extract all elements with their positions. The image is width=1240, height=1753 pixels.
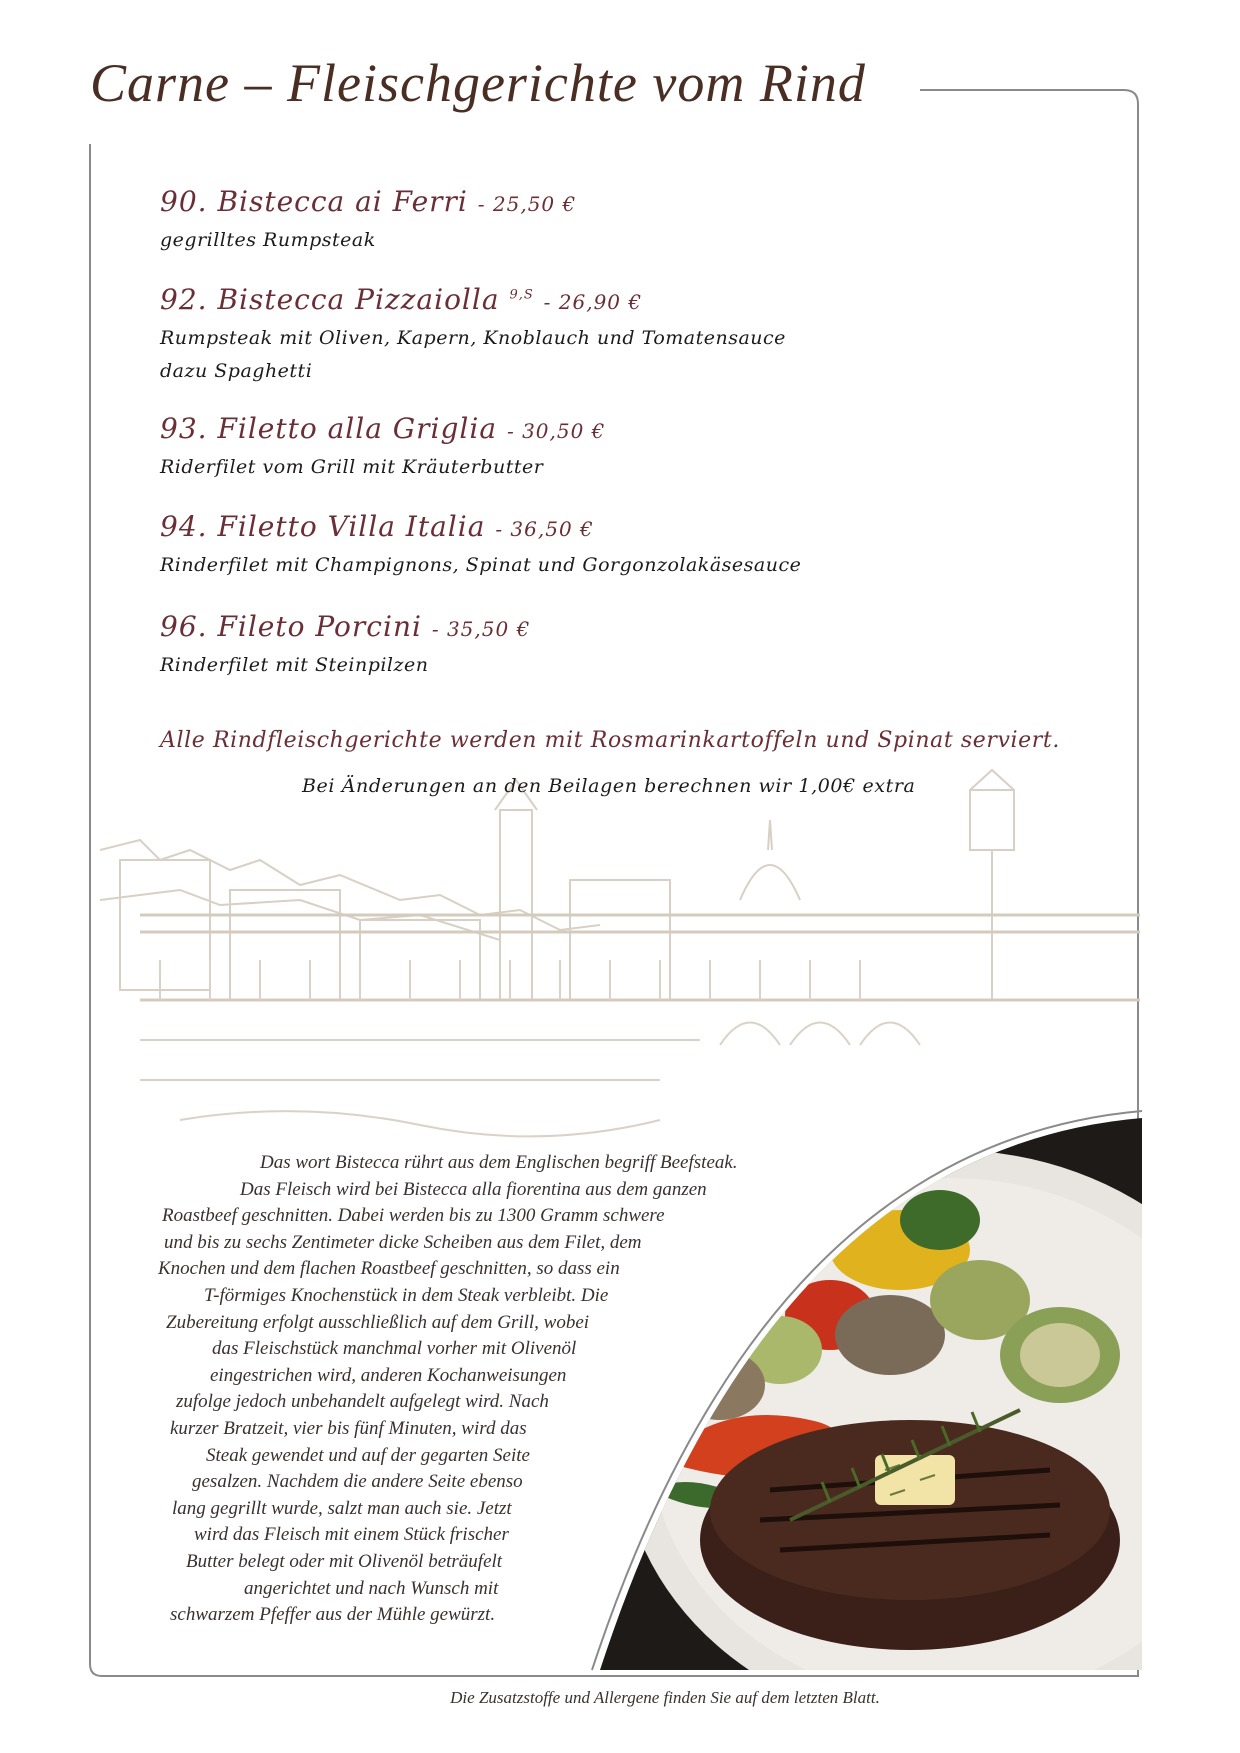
dish-price: - 35,50 €	[431, 617, 531, 641]
dish-price: - 36,50 €	[495, 517, 594, 541]
dish-item	[160, 283, 1100, 388]
sides-note: Alle Rindfleischgerichte werden mit Rosmarinkartoffeln und Spinat serviert.	[160, 728, 1060, 753]
dish-header	[160, 610, 1100, 643]
dish-number: 92.	[160, 283, 208, 316]
dish-number: 94.	[160, 510, 208, 543]
page-title: Carne – Fleischgerichte vom Rind	[90, 52, 880, 114]
dish-description: Rinderfilet mit Steinpilzen	[160, 654, 429, 676]
dish-description: Riderfilet vom Grill mit Kräuterbutter	[160, 456, 544, 478]
dish-item	[160, 412, 1100, 484]
dish-price: - 30,50 €	[506, 419, 606, 443]
dish-number: 90.	[160, 185, 208, 218]
dish-number: 96.	[160, 610, 208, 643]
dish-description: Rumpsteak mit Oliven, Kapern, Knoblauch und Tomatensauce dazu Spaghetti	[160, 327, 786, 382]
dish-price: - 25,50 €	[477, 192, 577, 216]
dish-name: Fileto Porcini	[217, 610, 422, 643]
dish-header	[160, 283, 1100, 316]
dish-item	[160, 610, 1100, 682]
dish-name: Filetto alla Griglia	[217, 412, 498, 445]
dish-additives: 9,S	[509, 287, 534, 303]
dish-item	[160, 185, 1100, 257]
dish-header	[160, 185, 1100, 218]
dish-name: Filetto Villa Italia	[217, 510, 486, 543]
dish-name: Bistecca Pizzaiolla	[217, 283, 500, 316]
dish-name: Bistecca ai Ferri	[217, 185, 468, 218]
dish-header	[160, 510, 1100, 543]
dish-list	[160, 185, 1100, 708]
dish-description: Rinderfilet mit Champignons, Spinat und Gorgonzolakäsesauce	[160, 554, 802, 576]
bistecca-story: Das wort Bistecca rührt aus dem Englischen begriff Beefsteak. Das Fleisch wird bei Bistecca alla fiorentina aus dem ganzen Roastbeef geschnitten. Dabei werden bis zu 1300 Gramm schwere und bis zu sechs Zentimeter dicke Scheiben aus dem Filet, dem Knochen und dem flachen Roastbeef geschnitten, so dass ein T-förmiges Knochenstück in dem Steak verbleibt. Die Zubereitung erfolgt ausschließlich auf dem Grill, wobei das Fleischstück manchmal vorher mit Olivenöl eingestrichen wird, anderen Kochanweisungen zufolge jedoch unbehandelt aufgelegt wird. Nach kurzer Bratzeit, vier bis fünf Minuten, wird das Steak gewendet und auf der gegarten Seite gesalzen. Nachdem die andere Seite ebenso lang gegrillt wurde, salzt man auch sie. Jetzt wird das Fleisch mit einem Stück frischer Butter belegt oder mit Olivenöl beträufelt angerichtet und nach Wunsch mit schwarzem Pfeffer aus der Mühle gewürzt.	[158, 1152, 738, 1626]
dish-header	[160, 412, 1100, 445]
extra-charge-note: Bei Änderungen an den Beilagen berechnen wir 1,00€ extra	[302, 775, 916, 797]
sketch-drawing	[100, 700, 1140, 1180]
city-sketch-illustration	[100, 700, 1140, 1180]
dish-price: - 26,90 €	[543, 290, 643, 314]
allergen-footer-note: Die Zusatzstoffe und Allergene finden Sie auf dem letzten Blatt.	[450, 1688, 880, 1707]
dish-item	[160, 510, 1100, 582]
dish-description: gegrilltes Rumpsteak	[160, 229, 376, 251]
dish-number: 93.	[160, 412, 208, 445]
